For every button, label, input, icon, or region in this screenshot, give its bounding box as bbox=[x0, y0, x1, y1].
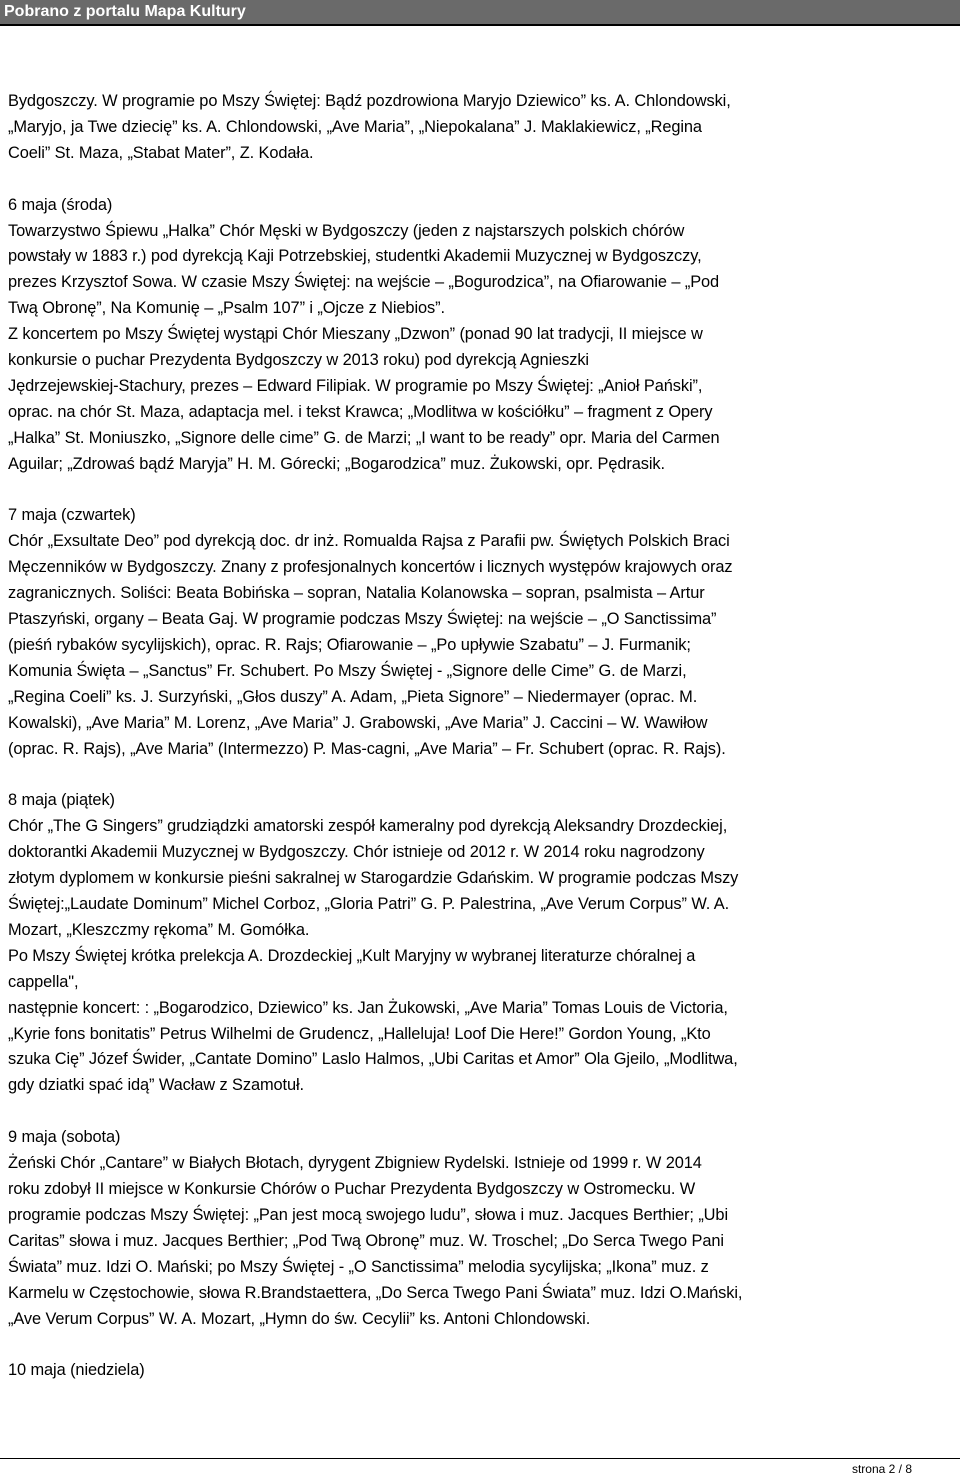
text-line: Chór „The G Singers” grudziądzki amatorski zespół kameralny pod dyrekcją Aleksandry Drozdeckiej, bbox=[8, 817, 728, 836]
text-line: Świętej:„Laudate Dominum” Michel Corboz, „Gloria Patri” G. P. Palestrina, „Ave Verum Corpus” W. A. bbox=[8, 895, 730, 914]
text-line: oprac. na chór St. Maza, adaptacja mel. i tekst Krawca; „Modlitwa w kościółku” – fragment z Opery bbox=[8, 402, 713, 421]
text-line: złotym dyplomem w konkursie pieśni sakralnej w Starogardzie Gdańskim. W programie podczas Mszy bbox=[8, 869, 739, 888]
text-line: gdy dziatki spać idą” Wacław z Szamotuł. bbox=[8, 1076, 305, 1095]
text-line: Jędrzejewskiej-Stachury, prezes – Edward Filipiak. W programie po Mszy Świętej: „Anioł Pański”, bbox=[8, 376, 703, 395]
text-line: Bydgoszczy. W programie po Mszy Świętej: Bądź pozdrowiona Maryjo Dziewico” ks. A. Chlondowski, bbox=[8, 92, 731, 110]
portal-title: Pobrano z portalu Mapa Kultury bbox=[4, 3, 246, 20]
text-line: Świata” muz. Idzi O. Mański; po Mszy Świętej - „O Sanctissima” melodia sycylijska; „Ikona” muz. z bbox=[8, 1257, 709, 1276]
text-line: Z koncertem po Mszy Świętej wystąpi Chór Mieszany „Dzwon” (ponad 90 lat tradycji, II miejsce w bbox=[8, 325, 703, 344]
text-line: Kowalski), „Ave Maria” M. Lorenz, „Ave Maria” J. Grabowski, „Ave Maria” J. Caccini – W. Wawiłow bbox=[8, 713, 708, 732]
text-line: (pieśń rybaków sycylijskich), oprac. R. Rajs; Ofiarowanie – „Po upływie Szabatu” – J. Furmanik; bbox=[8, 636, 691, 654]
text-line: Mozart, „Kleszczmy rękoma” M. Gomółka. bbox=[8, 920, 310, 939]
day-heading: 10 maja (niedziela) bbox=[8, 1361, 145, 1380]
text-line: Chór „Exsultate Deo” pod dyrekcją doc. dr inż. Romualda Rajsa z Parafii pw. Świętych Polskich Braci bbox=[8, 532, 730, 551]
paragraph-gap bbox=[8, 167, 952, 193]
text-line: „Maryjo, ja Twe dziecię” ks. A. Chlondowski, „Ave Maria”, „Niepokalana” J. Maklakiewicz, „Regina bbox=[8, 117, 702, 136]
text-line: doktorantki Akademii Muzycznej w Bydgoszczy. Chór istnieje od 2012 r. W 2014 roku nagrodzony bbox=[8, 843, 705, 862]
text-line: Męczenników w Bydgoszczy. Znany z profesjonalnych koncertów i licznych występów krajowych oraz bbox=[8, 558, 733, 577]
header-bar bbox=[0, 0, 960, 26]
text-line: konkursie o puchar Prezydenta Bydgoszczy w 2013 roku) pod dyrekcją Agnieszki bbox=[8, 351, 589, 370]
text-line: „Regina Coeli” ks. J. Surzyński, „Głos duszy” A. Adam, „Pieta Signore” – Niedermayer (oprac. M. bbox=[8, 687, 698, 706]
text-line: następnie koncert: : „Bogarodzico, Dziewico” ks. Jan Żukowski, „Ave Maria” Tomas Louis de Victoria, bbox=[8, 998, 728, 1017]
day-heading: 6 maja (środa) bbox=[8, 195, 113, 214]
document-body bbox=[8, 89, 952, 1384]
page-number: strona 2 / 8 bbox=[851, 1462, 912, 1476]
paragraph-gap bbox=[8, 763, 952, 789]
text-line: „Halka” St. Moniuszko, „Signore delle cime” G. de Marzi; „I want to be ready” opr. Maria del Carmen bbox=[8, 428, 720, 447]
text-line: programie podczas Mszy Świętej: „Pan jest mocą swojego ludu”, słowa i muz. Jacques Berthier; „Ubi bbox=[8, 1205, 728, 1224]
text-line: Caritas” słowa i muz. Jacques Berthier; „Pod Twą Obronę” muz. W. Troschel; „Do Serca Twego Pani bbox=[8, 1231, 724, 1250]
day-heading: 7 maja (czwartek) bbox=[8, 506, 136, 525]
text-line: prezes Krzysztof Sowa. W czasie Mszy Świętej: na wejście – „Bogurodzica”, na Ofiarowanie – „Pod bbox=[8, 273, 720, 292]
text-line: Po Mszy Świętej krótka prelekcja A. Drozdeckiej „Kult Maryjny w wybranej literaturze chóralnej a bbox=[8, 946, 696, 965]
text-line: roku zdobył II miejsce w Konkursie Chórów o Puchar Prezydenta Bydgoszczy w Ostromecku. W bbox=[8, 1180, 696, 1198]
text-line: „Kyrie fons bonitatis” Petrus Wilhelmi de Grudencz, „Halleluja! Loof Die Here!” Gordon Young, „Kto bbox=[8, 1024, 711, 1043]
text-line: szuka Cię” Józef Świder, „Cantate Domino” Laslo Halmos, „Ubi Caritas et Amor” Ola Gjeilo, „Modlitwa, bbox=[8, 1050, 738, 1069]
text-line: Karmelu w Częstochowie, słowa R.Brandstaettera, „Do Serca Twego Pani Świata” muz. Idzi O.Mański, bbox=[8, 1283, 743, 1302]
text-line: Twą Obronę”, Na Komunię – „Psalm 107” i „Ojcze z Niebios”. bbox=[8, 299, 445, 318]
text-line: Żeński Chór „Cantare” w Białych Błotach, dyrygent Zbigniew Rydelski. Istnieje od 1999 r. W 2014 bbox=[8, 1154, 702, 1173]
paragraph-gap bbox=[8, 1332, 952, 1358]
text-line: cappella", bbox=[8, 972, 79, 991]
text-line: powstały w 1883 r.) pod dyrekcją Kaji Potrzebskiej, studentki Akademii Muzycznej w Bydgoszczy, bbox=[8, 247, 702, 266]
text-line: Komunia Święta – „Sanctus” Fr. Schubert. Po Mszy Świętej - „Signore delle Cime” G. de Marzi, bbox=[8, 661, 687, 680]
text-line: Coeli” St. Maza, „Stabat Mater”, Z. Kodała. bbox=[8, 143, 314, 162]
text-line: Towarzystwo Śpiewu „Halka” Chór Męski w Bydgoszczy (jeden z najstarszych polskich chórów bbox=[8, 221, 685, 240]
text-line: (oprac. R. Rajs), „Ave Maria” (Intermezzo) P. Mas-cagni, „Ave Maria” – Fr. Schubert (oprac. R. Rajs). bbox=[8, 739, 726, 758]
text-line: Aguilar; „Zdrowaś bądź Maryja” H. M. Górecki; „Bogarodzica” muz. Żukowski, opr. Pędrasik. bbox=[8, 454, 665, 473]
day-heading: 8 maja (piątek) bbox=[8, 791, 115, 810]
text-line: zagranicznych. Soliści: Beata Bobińska – sopran, Natalia Kolanowska – sopran, psalmista – Artur bbox=[8, 584, 705, 603]
footer-divider bbox=[0, 1458, 960, 1459]
paragraph-gap bbox=[8, 1099, 952, 1125]
text-line: Ptaszyński, organy – Beata Gaj. W programie podczas Mszy Świętej: na wejście – „O Sanctissima” bbox=[8, 610, 717, 629]
text-line: „Ave Verum Corpus” W. A. Mozart, „Hymn do św. Cecylii” ks. Antoni Chlondowski. bbox=[8, 1309, 591, 1328]
day-heading: 9 maja (sobota) bbox=[8, 1128, 121, 1147]
paragraph-gap bbox=[8, 478, 952, 504]
